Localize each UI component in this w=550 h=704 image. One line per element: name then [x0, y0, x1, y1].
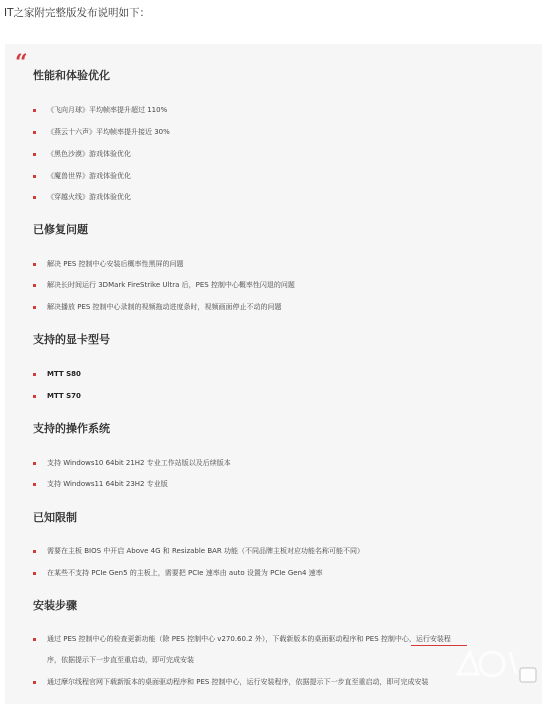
bullet-icon	[33, 306, 36, 309]
release-notes-quote	[5, 44, 542, 704]
quote-icon: “	[15, 50, 28, 76]
intro-text: IT之家附完整版发布说明如下：	[4, 7, 151, 19]
bullet-icon	[33, 153, 36, 156]
bullet-icon	[33, 131, 36, 134]
bullet-icon	[33, 395, 36, 398]
bullet-icon	[33, 284, 36, 287]
section-title-known-limitations: 已知限制	[33, 511, 77, 524]
bullet-icon	[33, 681, 36, 684]
list-item-continuation: 序，依据提示下一步直至重启动，即可完成安装	[47, 656, 194, 664]
bullet-icon	[33, 638, 36, 641]
section-title-installation: 安装步骤	[33, 599, 77, 612]
section-title-supported-gpus: 支持的显卡型号	[33, 333, 110, 346]
section-title-fixed-issues: 已修复问题	[33, 223, 88, 236]
section-title-performance: 性能和体验优化	[33, 69, 110, 82]
watermark-logo	[452, 644, 540, 684]
bullet-icon	[33, 483, 36, 486]
bullet-icon	[33, 550, 36, 553]
bullet-icon	[33, 572, 36, 575]
bullet-icon	[33, 263, 36, 266]
bullet-icon	[33, 462, 36, 465]
bullet-icon	[33, 109, 36, 112]
bullet-icon	[33, 196, 36, 199]
section-title-supported-os: 支持的操作系统	[33, 422, 110, 435]
bullet-icon	[33, 175, 36, 178]
bullet-icon	[33, 373, 36, 376]
